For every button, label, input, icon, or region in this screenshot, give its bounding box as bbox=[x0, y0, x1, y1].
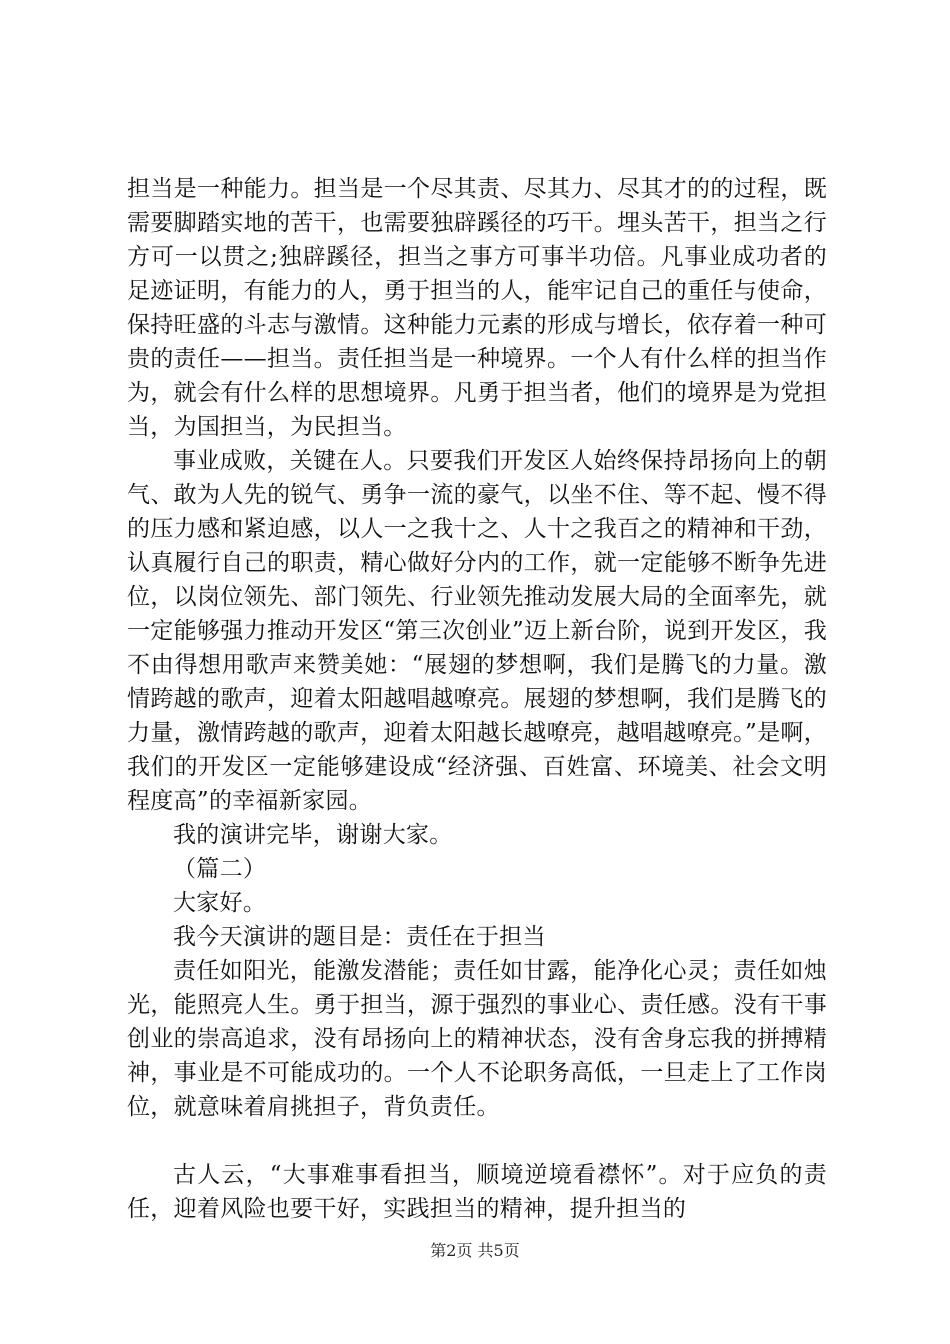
paragraph-ability: 担当是一种能力。担当是一个尽其责、尽其力、尽其才的的过程，既需要脚踏实地的苦干，也需要独辟蹊径的巧干。埋头苦干，担当之行方可一以贯之;独辟蹊径，担当之事方可事半功倍。凡事业成功者的足迹证明，有能力的人，勇于担当的人，能牢记自己的重任与使命，保持旺盛的斗志与激情。这种能力元素的形成与增长，依存着一种可贵的责任——担当。责任担当是一种境界。一个人有什么样的担当作为，就会有什么样的思想境界。凡勇于担当者，他们的境界是为党担当，为国担当，为民担当。 bbox=[127, 176, 827, 440]
document-body bbox=[127, 172, 827, 1226]
paragraph-topic: 我今天演讲的题目是：责任在于担当 bbox=[173, 924, 546, 950]
paragraph-success: 事业成败，关键在人。只要我们开发区人始终保持昂扬向上的朝气、敢为人先的锐气、勇争一流的豪气，以坐不住、等不起、慢不得的压力感和紧迫感，以人一之我十之、人十之我百之的精神和干劲，认真履行自己的职责，精心做好分内的工作，就一定能够不断争先进位，以岗位领先、部门领先、行业领先推动发展大局的全面率先，就一定能够强力推动开发区“第三次创业”迈上新台阶，说到开发区，我不由得想用歌声来赞美她：“展翅的梦想啊，我们是腾飞的力量。激情跨越的歌声，迎着太阳越唱越嘹亮。展翅的梦想啊，我们是腾飞的力量，激情跨越的歌声，迎着太阳越长越嘹亮，越唱越嘹亮。”是啊，我们的开发区一定能够建设成“经济强、百姓富、环境美、社会文明程度高”的幸福新家园。 bbox=[127, 448, 827, 814]
paragraph-spacer bbox=[127, 1124, 827, 1158]
paragraph-greeting: 大家好。 bbox=[173, 890, 267, 916]
paragraph-closing: 我的演讲完毕，谢谢大家。 bbox=[173, 822, 453, 848]
paragraph-ancient-saying: 古人云，“大事难事看担当，顺境逆境看襟怀”。对于应负的责任，迎着风险也要干好，实践担当的精神，提升担当的 bbox=[127, 1162, 827, 1222]
section-heading: （篇二） bbox=[173, 856, 267, 882]
page-number: 第2页 共5页 bbox=[430, 1241, 520, 1260]
paragraph-responsibility: 责任如阳光，能激发潜能；责任如甘露，能净化心灵；责任如烛光，能照亮人生。勇于担当，源于强烈的事业心、责任感。没有干事创业的崇高追求，没有昂扬向上的精神状态，没有舍身忘我的拼搏精神，事业是不可能成功的。一个人不论职务高低，一旦走上了工作岗位，就意味着肩挑担子，背负责任。 bbox=[127, 958, 827, 1120]
